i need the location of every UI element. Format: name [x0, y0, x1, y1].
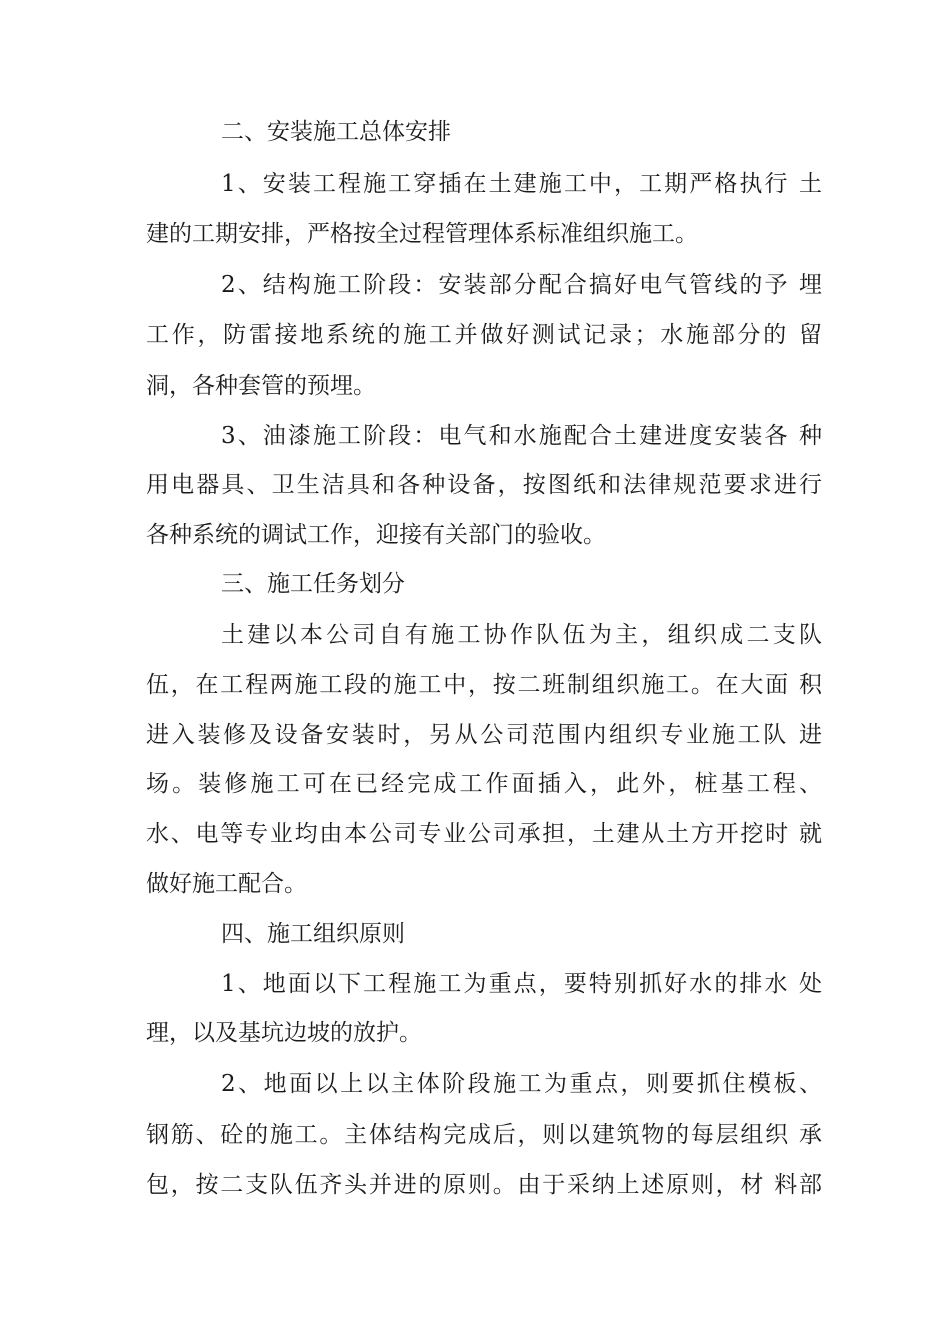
- paragraph-line: 进入装修及设备安装时，另从公司范围内组织专业施工队 进: [146, 722, 822, 748]
- paragraph-line: 伍，在工程两施工段的施工中，按二班制组织施工。在大面 积: [146, 672, 822, 698]
- paragraph-line: 钢筋、砼的施工。主体结构完成后，则以建筑物的每层组织 承: [146, 1122, 822, 1148]
- paragraph-line: 场。装修施工可在已经完成工作面插入，此外，桩基工程、: [146, 771, 822, 797]
- paragraph-line: 建的工期安排，严格按全过程管理体系标准组织施工。: [146, 221, 698, 247]
- paragraph-line: 做好施工配合。: [146, 871, 307, 897]
- section-heading-organization-principles: 四、施工组织原则: [221, 921, 405, 947]
- paragraph-line: 1、地面以下工程施工为重点，要特别抓好水的排水 处: [221, 971, 822, 997]
- paragraph-line: 2、地面以上以主体阶段施工为重点，则要抓住模板、: [221, 1071, 822, 1097]
- paragraph-line: 洞，各种套管的预埋。: [146, 373, 376, 399]
- section-heading-task-division: 三、施工任务划分: [221, 571, 405, 597]
- paragraph-line: 1、安装工程施工穿插在土建施工中，工期严格执行 土: [221, 171, 822, 197]
- paragraph-line: 工作，防雷接地系统的施工并做好测试记录；水施部分的 留: [146, 322, 822, 348]
- paragraph-line: 各种系统的调试工作，迎接有关部门的验收。: [146, 522, 606, 548]
- paragraph-line: 2、结构施工阶段：安装部分配合搞好电气管线的予 埋: [221, 272, 822, 298]
- paragraph-line: 3、油漆施工阶段：电气和水施配合土建进度安装各 种: [221, 423, 822, 449]
- paragraph-line: 包，按二支队伍齐头并进的原则。由于采纳上述原则，材 料部: [146, 1172, 822, 1198]
- paragraph-line: 用电器具、卫生洁具和各种设备，按图纸和法律规范要求进行: [146, 472, 822, 498]
- paragraph-line: 土建以本公司自有施工协作队伍为主，组织成二支队: [221, 622, 822, 648]
- paragraph-line: 水、电等专业均由本公司专业公司承担，土建从土方开挖时 就: [146, 821, 822, 847]
- paragraph-line: 理，以及基坑边坡的放护。: [146, 1020, 422, 1046]
- section-heading-installation-arrangement: 二、安装施工总体安排: [221, 119, 451, 145]
